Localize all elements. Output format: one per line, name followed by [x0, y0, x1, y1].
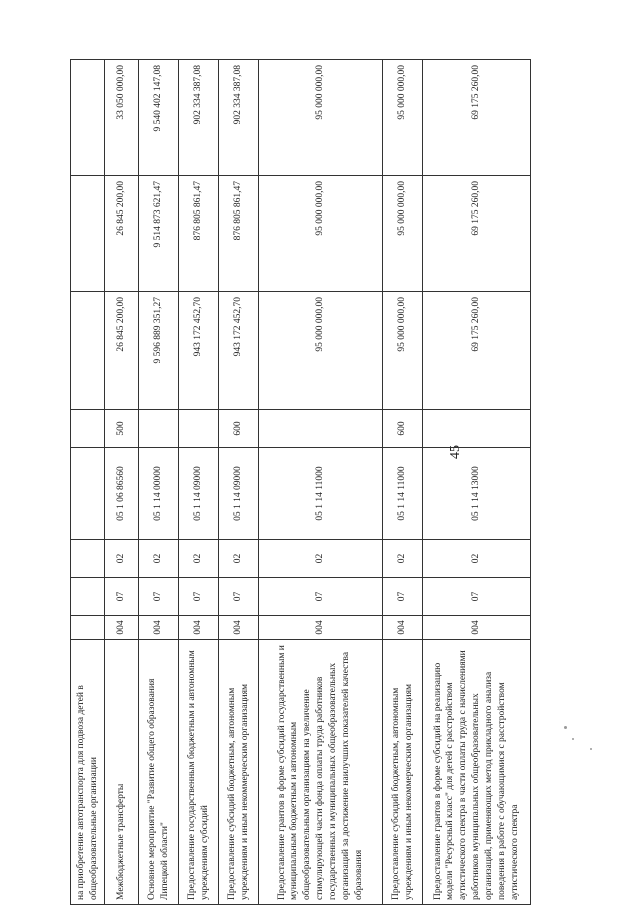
row-target-article-code: 05 1 14 13000: [423, 448, 531, 540]
row-amount-year3: 33 050 000,00: [105, 60, 139, 176]
table-row: [71, 60, 105, 905]
row-section-code: 07: [383, 578, 423, 616]
row-expense-type-code: [139, 410, 179, 448]
row-expense-type-code: [423, 410, 531, 448]
scan-speck: [564, 726, 567, 729]
scan-speck: [572, 738, 574, 740]
row-section-code: 07: [259, 578, 383, 616]
row-amount-year3: [71, 60, 105, 176]
scan-speck: [590, 748, 592, 750]
row-expense-type-code: [259, 410, 383, 448]
row-amount-year2: 876 805 861,47: [179, 176, 219, 292]
row-amount-year3: 9 540 402 147,08: [139, 60, 179, 176]
row-subsection-code: 02: [423, 540, 531, 578]
row-amount-year2: 26 845 200,00: [105, 176, 139, 292]
table-row: [105, 60, 139, 905]
row-section-code: 07: [423, 578, 531, 616]
row-target-article-code: 05 1 14 09000: [219, 448, 259, 540]
row-amount-year3: 69 175 260,00: [423, 60, 531, 176]
row-amount-year2: 69 175 260,00: [423, 176, 531, 292]
row-target-article-code: 05 1 14 11000: [259, 448, 383, 540]
row-target-article-code: 05 1 14 09000: [179, 448, 219, 540]
row-amount-year1: 95 000 000,00: [259, 292, 383, 410]
row-amount-year1: 69 175 260,00: [423, 292, 531, 410]
row-amount-year1: 943 172 452,70: [219, 292, 259, 410]
row-name: Предоставление субсидий бюджетным, автономным учреждениям и иным некоммерческим организациям: [219, 640, 259, 905]
row-amount-year2: 9 514 873 621,47: [139, 176, 179, 292]
page-number: 45: [448, 445, 463, 459]
row-department-code: 004: [105, 616, 139, 640]
budget-table-frame: [70, 60, 520, 905]
row-department-code: 004: [383, 616, 423, 640]
row-amount-year2: 876 805 861,47: [219, 176, 259, 292]
row-name: Предоставление субсидий бюджетным, автономным учреждениям и иным некоммерческим организациям: [383, 640, 423, 905]
row-department-code: 004: [423, 616, 531, 640]
row-subsection-code: 02: [179, 540, 219, 578]
row-section-code: 07: [139, 578, 179, 616]
row-name: Предоставление государственным бюджетным и автономным учреждениям субсидий: [179, 640, 219, 905]
row-subsection-code: 02: [219, 540, 259, 578]
row-amount-year1: 95 000 000,00: [383, 292, 423, 410]
table-row: [219, 60, 259, 905]
row-amount-year1: 26 845 200,00: [105, 292, 139, 410]
row-amount-year3: 95 000 000,00: [383, 60, 423, 176]
row-amount-year1: 943 172 452,70: [179, 292, 219, 410]
row-expense-type-code: 500: [105, 410, 139, 448]
row-subsection-code: 02: [383, 540, 423, 578]
row-amount-year1: 9 596 889 351,27: [139, 292, 179, 410]
table-row: [423, 60, 531, 905]
row-target-article-code: 05 1 14 11000: [383, 448, 423, 540]
row-expense-type-code: 600: [219, 410, 259, 448]
row-department-code: 004: [259, 616, 383, 640]
row-section-code: [71, 578, 105, 616]
row-subsection-code: 02: [259, 540, 383, 578]
row-section-code: 07: [219, 578, 259, 616]
row-subsection-code: [71, 540, 105, 578]
row-section-code: 07: [179, 578, 219, 616]
row-amount-year2: 95 000 000,00: [383, 176, 423, 292]
row-department-code: [71, 616, 105, 640]
row-name: Предоставление грантов в форме субсидий на реализацию модели "Ресурсный класс" для детей с расстройством аутистического спектра в части оплаты труда с начислениями работников муниципальных общеобразовательных организаций, применяющих метод прикладного анализа поведения в работе с обучающимися с расстройством аутистического спектра: [423, 640, 531, 905]
row-department-code: 004: [139, 616, 179, 640]
row-target-article-code: 05 1 14 00000: [139, 448, 179, 540]
row-target-article-code: [71, 448, 105, 540]
row-name: Предоставление грантов в форме субсидий государственным и муниципальным бюджетным и автономным общеобразовательным организациям на увеличение стимулирующей части фонда оплаты труда работников государственных и муниципальных общеобразовательных организаций за достижение наилучших показателей качества образования: [259, 640, 383, 905]
row-amount-year2: [71, 176, 105, 292]
row-target-article-code: 05 1 06 86560: [105, 448, 139, 540]
row-name: Основное мероприятие "Развитие общего образования Липецкой области": [139, 640, 179, 905]
row-expense-type-code: 600: [383, 410, 423, 448]
budget-table: [70, 59, 531, 905]
row-department-code: 004: [179, 616, 219, 640]
table-row: [179, 60, 219, 905]
row-subsection-code: 02: [105, 540, 139, 578]
row-expense-type-code: [71, 410, 105, 448]
table-row: [383, 60, 423, 905]
row-amount-year3: 902 334 387,08: [179, 60, 219, 176]
row-department-code: 004: [219, 616, 259, 640]
row-section-code: 07: [105, 578, 139, 616]
row-amount-year1: [71, 292, 105, 410]
table-row: [139, 60, 179, 905]
row-name: Межбюджетные трансферты: [105, 640, 139, 905]
row-amount-year3: 95 000 000,00: [259, 60, 383, 176]
row-amount-year3: 902 334 387,08: [219, 60, 259, 176]
row-name: на приобретение автотранспорта для подвоза детей в общеобразовательные организации: [71, 640, 105, 905]
row-amount-year2: 95 000 000,00: [259, 176, 383, 292]
table-row: [259, 60, 383, 905]
row-expense-type-code: [179, 410, 219, 448]
row-subsection-code: 02: [139, 540, 179, 578]
